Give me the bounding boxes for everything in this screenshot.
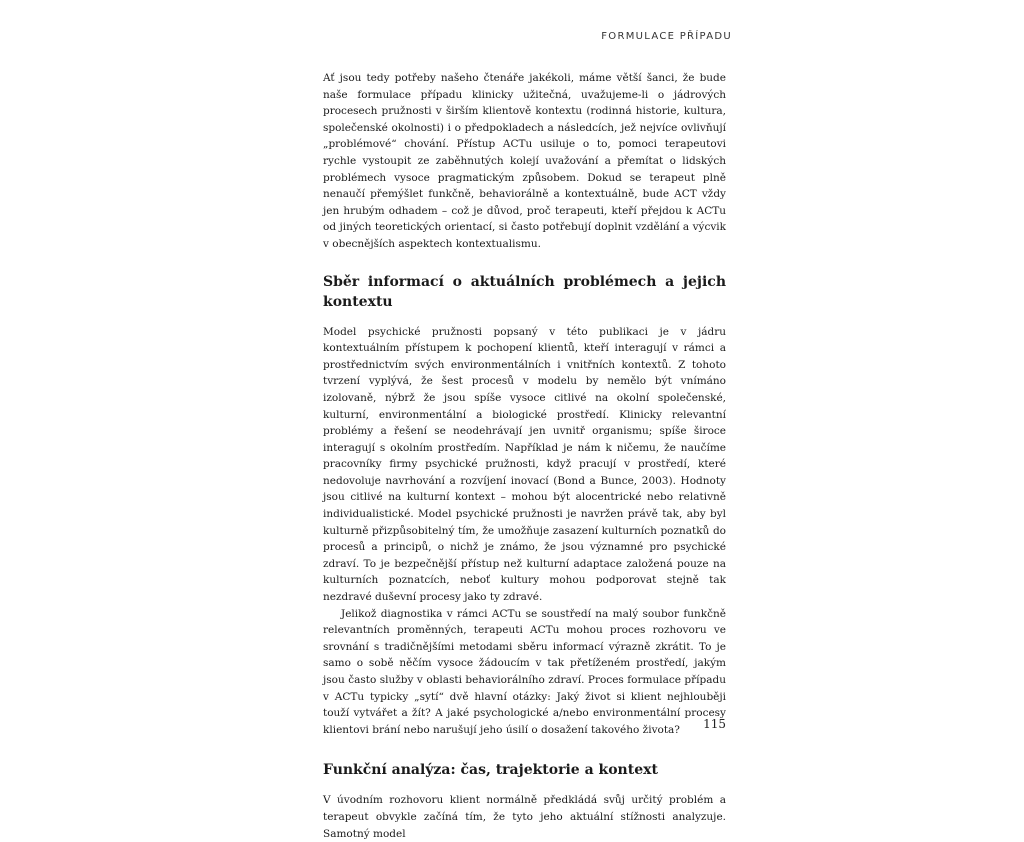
paragraph-initial-interview: V úvodním rozhovoru klient normálně předkládá svůj určitý problém a terapeut obvykle začíná tím, že tyto jeho aktuální stížnosti analyzuje. Samotný model [323,794,726,840]
paragraph-intro: Ať jsou tedy potřeby našeho čtenáře jakékoli, máme větší šanci, že bude naše formulace případu klinicky užitečná, uvažujeme-li o jádrových procesech pružnosti v širším klientově kontextu (rodinná historie, kultura, společenské okolnosti) i o předpokladech a následcích, jež nejvíce ovlivňují „problémové“ chování. Přístup ACTu usiluje o to, pomoci terapeutovi rychle vystoupit ze zaběhnutých kolejí uvažování a přemítat o lidských problémech vysoce pragmatickým způsobem. Dokud se terapeut plně nenaučí přemýšlet funkčně, behaviorálně a kontextuálně, bude ACT vždy jen hrubým odhadem – což je důvod, proč terapeuti, kteří přejdou k ACTu od jiných teoretických orientací, si často potřebují doplnit vzdělání a výcvik v obecnějších aspektech kontextualismu. [323,72,726,250]
running-head: FORMULACE PŘÍPADU [601,31,732,42]
paragraph-flexibility-model: Model psychické pružnosti popsaný v této publikaci je v jádru kontextuálním přístupem k pochopení klientů, kteří interagují v rámci a prostřednictvím svých environmentálních i vnitřních kontextů. Z tohoto tvrzení vyplývá, že šest procesů v modelu by nemělo být vnímáno izolovaně, nýbrž že jsou spíše vysoce citlivé na okolní společenské, kulturní, environmentální a biologické prostředí. Klinicky relevantní problémy a řešení se neodehrávají jen uvnitř organismu; spíše široce interagují s okolním prostředím. Například je nám k ničemu, že naučíme pracovníky firmy psychické pružnosti, když pracují v prostředí, které nedovoluje navrhování a rozvíjení inovací (Bond a Bunce, 2003). Hodnoty jsou citlivé na kulturní kontext – mohou být alocentrické nebo relativně individualistické. Model psychické pružnosti je navržen právě tak, aby byl kulturně přizpůsobitelný tím, že umožňuje zasazení kulturních poznatků do procesů a principů, o nichž je známo, že jsou významné pro psychické zdraví. To je bezpečnější přístup než kulturní adaptace založená pouze na kulturních poznatcích, neboť kultury mohou podporovat stejně tak nezdravé duševní procesy jako ty zdravé. [323,325,726,604]
page-number: 115 [703,717,726,731]
section-heading-information-gathering: Sběr informací o aktuálních problémech a jejich kontextu [323,273,726,310]
body-text [323,70,726,842]
section-heading-functional-analysis: Funkční analýza: čas, trajektorie a kontext [323,762,658,779]
paragraph-diagnostics: Jelikož diagnostika v rámci ACTu se soustředí na malý soubor funkčně relevantních proměnných, terapeuti ACTu mohou proces rozhovoru ve srovnání s tradičnějšími metodami sběru informací výrazně zkrátit. To je samo o sobě něčím vysoce žádoucím v tak přetíženém prostředí, jakým jsou často služby v oblasti behaviorálního zdraví. Proces formulace případu v ACTu typicky „sytí“ dvě hlavní otázky: Jaký život si klient nejhlouběji touží vytvářet a žít? A jaké psychologické a/nebo environmentální procesy klientovi brání nebo narušují jeho úsilí o dosažení takového života? [323,607,726,736]
